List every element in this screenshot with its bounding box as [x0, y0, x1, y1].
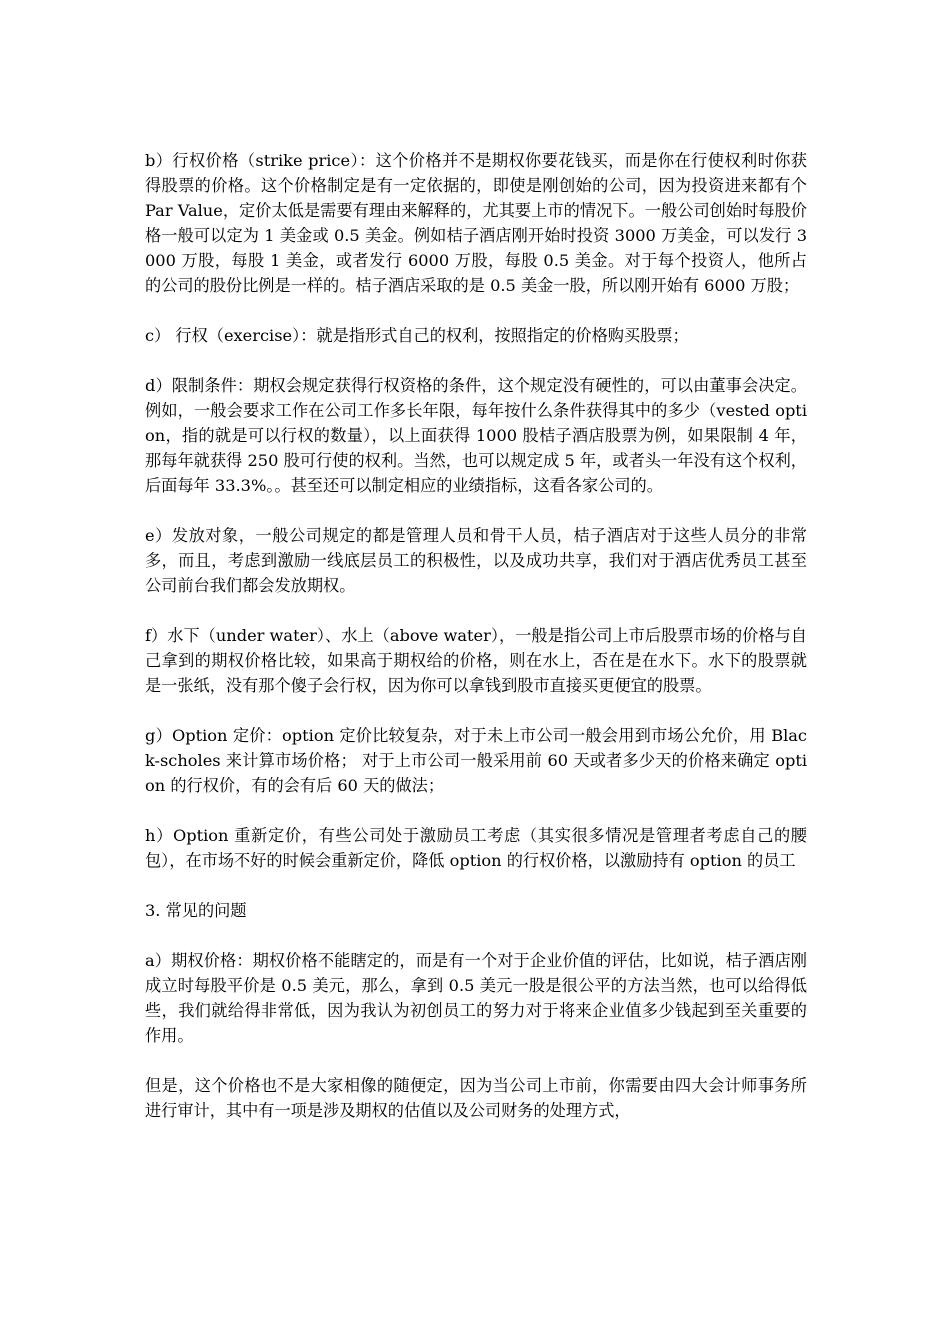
document-page: [145, 148, 807, 1148]
paragraph-under-above-water: f）水下（under water）、水上（above water），一般是指公司上市后股票市场的价格与自己拿到的期权价格比较，如果高于期权给的价格，则在水上，否在是在水下。水下的股票就是一张纸，没有那个傻子会行权，因为你可以拿钱到股市直接买更便宜的股票。: [145, 626, 807, 695]
paragraph-recipients: e）发放对象，一般公司规定的都是管理人员和骨干人员，桔子酒店对于这些人员分的非常多，而且，考虑到激励一线底层员工的积极性，以及成功共享，我们对于酒店优秀员工甚至公司前台我们都会发放期权。: [145, 526, 807, 595]
paragraph-audit-note: 但是，这个价格也不是大家相像的随便定，因为当公司上市前，你需要由四大会计师事务所进行审计，其中有一项是涉及期权的估值以及公司财务的处理方式，: [145, 1076, 807, 1120]
paragraph-restrictions: d）限制条件：期权会规定获得行权资格的条件，这个规定没有硬性的，可以由董事会决定。例如，一般会要求工作在公司工作多长年限，每年按什么条件获得其中的多少（vested option，指的就是可以行权的数量），以上面获得 1000 股桔子酒店股票为例，如果限制 4 年，那每年就获得 250 股可行使的权利。当然，也可以规定成 5 年，或者头一年没有这个权利，后面每年 33.3%。。甚至还可以制定相应的业绩指标，这看各家公司的。: [145, 376, 807, 495]
paragraph-exercise: c） 行权（exercise）：就是指形式自己的权利，按照指定的价格购买股票；: [145, 326, 689, 345]
paragraph-option-pricing: g）Option 定价：option 定价比较复杂，对于未上市公司一般会用到市场公允价，用 Black-scholes 来计算市场价格； 对于上市公司一般采用前 60 天或者多少天的价格来确定 option 的行权价，有的会有后 60 天的做法；: [145, 726, 807, 795]
paragraph-option-price-issue: a）期权价格：期权价格不能瞎定的，而是有一个对于企业价值的评估，比如说，桔子酒店刚成立时每股平价是 0.5 美元，那么，拿到 0.5 美元一股是很公平的方法当然，也可以给得低些，我们就给得非常低，因为我认为初创员工的努力对于将来企业值多少钱起到至关重要的作用。: [145, 951, 807, 1045]
paragraph-option-repricing: h）Option 重新定价，有些公司处于激励员工考虑（其实很多情况是管理者考虑自己的腰包），在市场不好的时候会重新定价，降低 option 的行权价格，以激励持有 option 的员工: [145, 826, 807, 870]
section-heading: 3. 常见的问题: [145, 901, 247, 920]
paragraph-strike-price: b）行权价格（strike price）：这个价格并不是期权你要花钱买，而是你在行使权利时你获得股票的价格。这个价格制定是有一定依据的，即使是刚创始的公司，因为投资进来都有个 Par Value，定价太低是需要有理由来解释的，尤其要上市的情况下。一般公司创始时每股价格一般可以定为 1 美金或 0.5 美金。例如桔子酒店刚开始时投资 3000 万美金，可以发行 3000 万股，每股 1 美金，或者发行 6000 万股，每股 0.5 美金。对于每个投资人，他所占的公司的股份比例是一样的。桔子酒店采取的是 0.5 美金一股，所以刚开始有 6000 万股；: [145, 151, 807, 295]
